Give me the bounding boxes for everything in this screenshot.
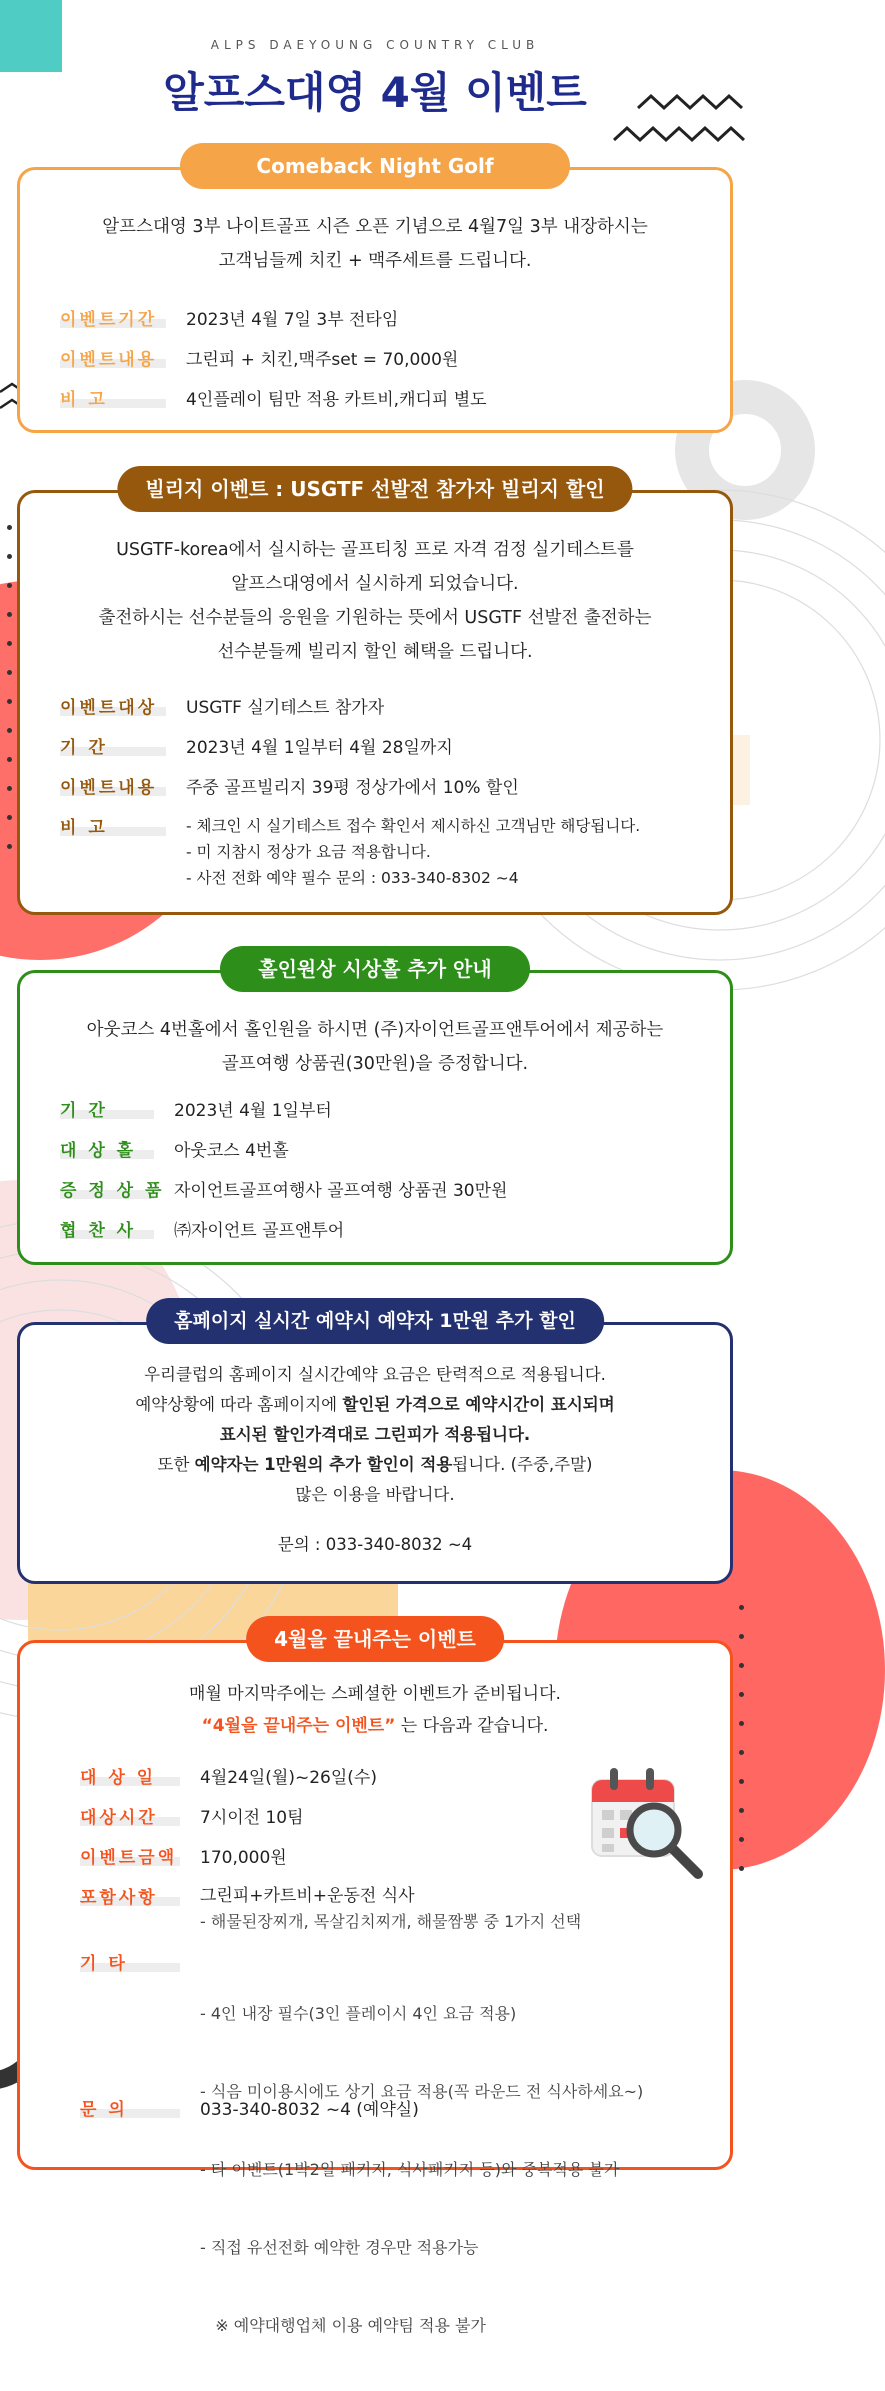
- intro-line: 고객님들께 치킨 + 맥주세트를 드립니다.: [218, 251, 532, 271]
- section-title-comeback: Comeback Night Golf: [180, 143, 570, 189]
- detail-row: [80, 1883, 716, 1949]
- detail-row: [60, 773, 716, 813]
- etc-item: - 직접 유선전화 예약한 경우만 적용가능: [200, 2238, 479, 2257]
- note-value: 4인플레이 팀만 적용 카트비,캐디피 별도: [186, 390, 487, 410]
- section-intro: [20, 533, 730, 669]
- etc-list: [200, 1949, 716, 2391]
- intro-line: 알프스대영에서 실시하게 되었습니다.: [231, 574, 519, 594]
- etc-item: - 식음 미이용시에도 상기 요금 적용(꼭 라운드 전 식사하세요~): [200, 2082, 644, 2101]
- intro-line: 매월 마지막주에는 스페셜한 이벤트가 준비됩니다.: [189, 1684, 561, 1704]
- includes-label: 포함사항: [80, 1883, 180, 1908]
- detail-list: [60, 1096, 710, 1256]
- body-line: [20, 1390, 730, 1420]
- intro-line: [20, 1710, 730, 1742]
- content-label: 이벤트내용: [60, 345, 166, 370]
- sponsor-value: ㈜자이언트 골프앤투어: [174, 1221, 345, 1241]
- period-value: 2023년 4월 7일 3부 전타임: [186, 310, 399, 330]
- target-date-value: 4월24일(월)~26일(수): [200, 1768, 377, 1788]
- content-value: 그린피 + 치킨,맥주set = 70,000원: [186, 350, 459, 370]
- intro-line: USGTF-korea에서 실시하는 골프티칭 프로 자격 검정 실기테스트를: [116, 540, 634, 560]
- detail-row: [60, 1216, 710, 1256]
- period-value: 2023년 4월 1일부터: [174, 1101, 332, 1121]
- detail-row: [60, 1136, 710, 1176]
- detail-row: [60, 385, 710, 425]
- content-label: 이벤트내용: [60, 773, 166, 798]
- target-value: USGTF 실기테스트 참가자: [186, 698, 385, 718]
- etc-item: - 4인 내장 필수(3인 플레이시 4인 요금 적용): [200, 2004, 517, 2023]
- etc-item: ※ 예약대행업체 이용 예약팀 적용 불가: [200, 2316, 486, 2335]
- includes-item: - 해물된장찌개, 목살김치찌개, 해물짬뽕 중 1가지 선택: [200, 1912, 582, 1931]
- detail-row: [60, 1096, 710, 1136]
- village-event-section: [17, 490, 733, 915]
- period-label: 이벤트기간: [60, 305, 166, 330]
- detail-row: [60, 305, 710, 345]
- etc-item: - 타 이벤트(1박2일 패키지, 식사패키지 등)와 중복적용 불가: [200, 2160, 620, 2179]
- note-item: - 체크인 시 실기테스트 접수 확인서 제시하신 고객님만 해당됩니다.: [186, 817, 641, 835]
- target-time-label: 대상시간: [80, 1803, 180, 1828]
- etc-label: 기 타: [80, 1949, 180, 1974]
- includes-item: 그린피+카트비+운동전 식사: [200, 1886, 415, 1906]
- detail-list: [60, 305, 710, 425]
- target-date-label: 대 상 일: [80, 1763, 180, 1788]
- text-part: 됩니다. (주중,주말): [452, 1455, 593, 1474]
- note-label: 비 고: [60, 385, 166, 410]
- detail-list: [60, 693, 716, 891]
- period-value: 2023년 4월 1일부터 4월 28일까지: [186, 738, 453, 758]
- detail-row: [60, 345, 710, 385]
- online-booking-discount-section: [17, 1322, 733, 1584]
- includes-list: [200, 1883, 716, 1935]
- detail-row: [60, 733, 716, 773]
- prize-label: 증 정 상 품: [60, 1176, 154, 1201]
- section-title-end-of-april: 4월을 끝내주는 이벤트: [246, 1616, 504, 1662]
- period-label: 기 간: [60, 1096, 154, 1121]
- section-title-hole-in-one: 홀인원상 시상홀 추가 안내: [220, 946, 530, 992]
- body-line: 표시된 할인가격대로 그린피가 적용됩니다.: [219, 1425, 531, 1444]
- note-list: [186, 813, 716, 891]
- intro-part: 는 다음과 같습니다.: [395, 1716, 549, 1736]
- price-label: 이벤트금액: [80, 1843, 180, 1868]
- note-item: - 사전 전화 예약 필수 문의 : 033-340-8302 ~4: [186, 869, 519, 887]
- note-label: 비 고: [60, 813, 166, 838]
- text-part: 예약상황에 따라 홈페이지에: [135, 1395, 343, 1414]
- title-emphasis: 예약자 1만원 추가 할인: [377, 1310, 576, 1332]
- detail-row: [60, 693, 716, 733]
- section-intro: [20, 210, 730, 278]
- body-line: [20, 1450, 730, 1480]
- section-intro: [20, 1013, 730, 1081]
- contact-label: 문 의: [80, 2095, 180, 2120]
- intro-line: 선수분들께 빌리지 할인 혜택을 드립니다.: [217, 642, 533, 662]
- dot-column-decoration: [4, 525, 16, 873]
- target-time-value: 7시이전 10팀: [200, 1808, 304, 1828]
- intro-line: 알프스대영 3부 나이트골프 시즌 오픈 기념으로 4월7일 3부 내장하시는: [102, 217, 648, 237]
- contact-value: 033-340-8032 ~4 (예약실): [200, 2100, 419, 2120]
- body-line: 우리클럽의 홈페이지 실시간예약 요금은 탄력적으로 적용됩니다.: [144, 1365, 606, 1384]
- body-line: 많은 이용을 바랍니다.: [295, 1485, 455, 1504]
- note-item: - 미 지참시 정상가 요금 적용합니다.: [186, 843, 431, 861]
- text-emphasis: 예약자는 1만원의 추가 할인이 적용: [194, 1455, 453, 1474]
- sponsor-label: 협 찬 사: [60, 1216, 154, 1241]
- calendar-search-icon: [580, 1758, 710, 1888]
- header-subtitle: ALPS DAEYOUNG COUNTRY CLUB: [210, 38, 540, 52]
- hole-label: 대 상 홀: [60, 1136, 154, 1161]
- intro-emphasis: “4월을 끝내주는 이벤트”: [201, 1716, 396, 1736]
- section-title-village: 빌리지 이벤트 : USGTF 선발전 참가자 빌리지 할인: [117, 466, 632, 512]
- hole-value: 아웃코스 4번홀: [174, 1141, 289, 1161]
- target-label: 이벤트대상: [60, 693, 166, 718]
- period-label: 기 간: [60, 733, 166, 758]
- text-emphasis: 할인된 가격으로 예약시간이 표시되며: [342, 1395, 615, 1414]
- intro-line: 골프여행 상품권(30만원)을 증정합니다.: [221, 1054, 529, 1074]
- dot-column-decoration-right: [736, 1605, 748, 1895]
- content-value: 주중 골프빌리지 39평 정상가에서 10% 할인: [186, 778, 519, 798]
- page-title: 알프스대영 4월 이벤트: [163, 68, 587, 117]
- intro-line: 출전하시는 선수분들의 응원을 기원하는 뜻에서 USGTF 선발전 출전하는: [98, 608, 652, 628]
- section-intro: [20, 1678, 730, 1742]
- price-value: 170,000원: [200, 1848, 287, 1868]
- section-title-booking: [146, 1298, 604, 1344]
- prize-value: 자이언트골프여행사 골프여행 상품권 30만원: [174, 1181, 508, 1201]
- title-part: 홈페이지 실시간 예약시: [174, 1310, 378, 1332]
- contact-line: 문의 : 033-340-8032 ~4: [277, 1535, 473, 1554]
- hole-in-one-section: [17, 970, 733, 1265]
- detail-row: [60, 813, 716, 891]
- comeback-night-golf-section: [17, 167, 733, 433]
- end-of-april-event-section: [17, 1640, 733, 2335]
- intro-line: 아웃코스 4번홀에서 홀인원을 하시면 (주)자이언트골프앤투어에서 제공하는: [86, 1020, 664, 1040]
- detail-row: [60, 1176, 710, 1216]
- text-part: 또한: [157, 1455, 195, 1474]
- section-body: [20, 1360, 730, 1560]
